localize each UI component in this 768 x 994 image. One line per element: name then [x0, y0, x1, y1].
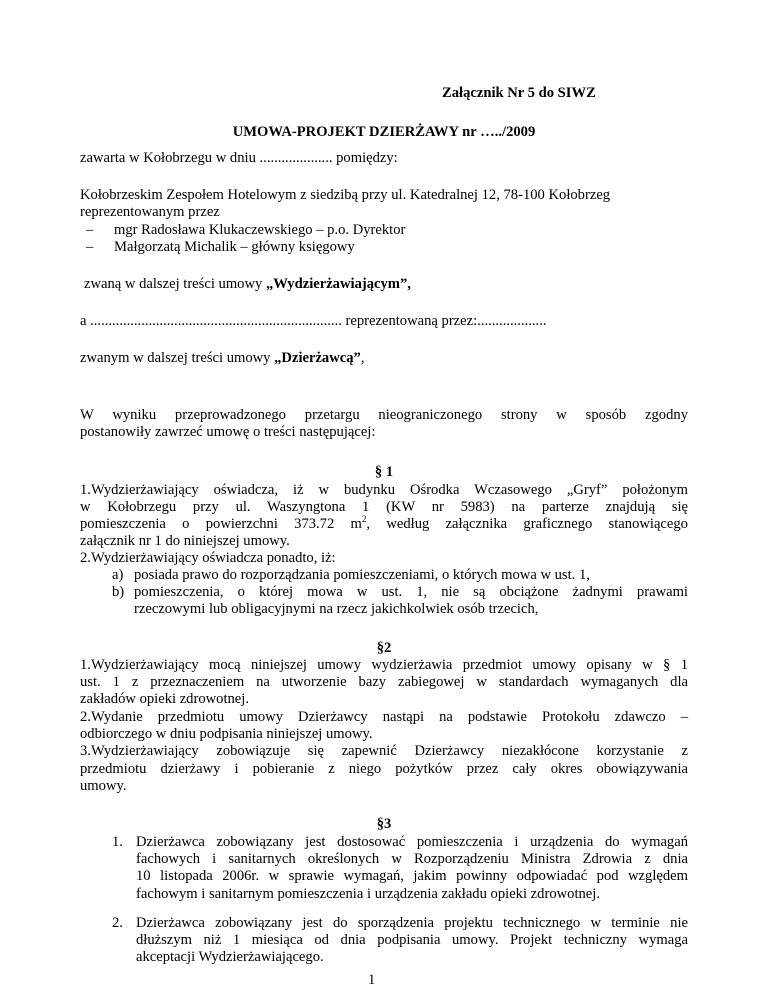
rep2-dash: –	[86, 239, 94, 255]
s2-p1-line3: zakładów opieki zdrowotnej.	[80, 691, 249, 707]
s2-p1-line2: ust. 1 z przeznaczeniem na utworzenie bazy zabiegowej w standardach wymaganych dla	[80, 674, 688, 690]
s1-a-label: a)	[112, 567, 124, 583]
s2-p3-line1: 3.Wydzierżawiający zobowiązuje się zapewnić Dzierżawcy niezakłócone korzystanie z	[80, 743, 688, 759]
s3-item1-line4: fachowym i sanitarnym pomieszczenia i urządzenia zakładu opieki zdrowotnej.	[136, 886, 600, 902]
s1-p1-line3a: pomieszczenia o powierzchni 373.72 m	[80, 516, 362, 532]
s2-p3-line3: umowy.	[80, 778, 127, 794]
s1-p1-line3b: , według załącznika graficznego stanowiącego	[366, 516, 688, 532]
s3-item1-line3: 10 listopada 2006r. w sprawie wymagań, jakim powinny odpowiadać pod względem	[136, 868, 688, 884]
called2-name: „Dzierżawcą”	[274, 350, 361, 366]
s1-b-label: b)	[112, 584, 125, 600]
rep2: Małgorzatą Michalik – główny księgowy	[114, 239, 355, 255]
called2-post: ,	[360, 350, 365, 366]
s1-b-line1: pomieszczenia, o której mowa w ust. 1, nie są obciążone żadnymi prawami	[134, 584, 688, 600]
rep1: mgr Radosława Klukaczewskiego – p.o. Dyrektor	[114, 222, 406, 238]
s1-p1-line3	[80, 516, 688, 534]
s3-item2-line3: akceptacji Wydzierżawiającego.	[136, 949, 324, 965]
called2-line	[80, 350, 365, 368]
attachment-label: Załącznik Nr 5 do SIWZ	[442, 85, 596, 101]
section2-heading: §2	[376, 640, 392, 656]
s1-p2: 2.Wydzierżawiający oświadcza ponadto, iż:	[80, 550, 336, 566]
s2-p2-line2: odbiorczego w dniu podpisania niniejszej umowy.	[80, 726, 373, 742]
section3-heading: §3	[376, 816, 392, 832]
rep1-dash: –	[86, 222, 94, 238]
party2-line: a ..................................................................... reprezentowaną przez:...................	[80, 313, 547, 329]
s2-p3-line2: przedmiotu dzierżawy i pobieranie z niego pożytków przez cały okres obowiązywania	[80, 761, 688, 777]
section1-heading: § 1	[374, 464, 394, 480]
s1-p1-line2: w Kołobrzegu przy ul. Waszyngtona 1 (KW nr 5983) na parterze znajdują się	[80, 499, 688, 515]
s3-item1-number: 1.	[112, 834, 123, 850]
result-line2: postanowiły zawrzeć umowę o treści następującej:	[80, 424, 376, 440]
s1-p1-line1: 1.Wydzierżawiający oświadcza, iż w budynku Ośrodka Wczasowego „Gryf” położonym	[80, 482, 688, 498]
s3-item1-line2: fachowych i sanitarnych określonych w Rozporządzeniu Ministra Zdrowia z dnia	[136, 851, 688, 867]
area-unit-superscript: 2	[361, 514, 367, 525]
called1-line	[84, 276, 411, 294]
called2-pre: zwanym w dalszej treści umowy	[80, 350, 275, 366]
party1-line2: reprezentowanym przez	[80, 204, 220, 220]
s2-p1-line1: 1.Wydzierżawiający mocą niniejszej umowy wydzierżawia przedmiot umowy opisany w § 1	[80, 657, 688, 673]
result-line1: W wyniku przeprowadzonego przetargu nieograniczonego strony w sposób zgodny	[80, 407, 688, 423]
page-number: 1	[368, 972, 376, 988]
s3-item2-line2: dłuższym niż 1 miesiąca od dnia podpisania umowy. Projekt techniczny wymaga	[136, 932, 688, 948]
s3-item1-line1: Dzierżawca zobowiązany jest dostosować pomieszczenia i urządzenia do wymagań	[136, 834, 688, 850]
concluded-line: zawarta w Kołobrzegu w dniu .................... pomiędzy:	[80, 150, 398, 166]
party1-line1: Kołobrzeskim Zespołem Hotelowym z siedzibą przy ul. Katedralnej 12, 78-100 Kołobrzeg	[80, 187, 611, 203]
s2-p2-line1: 2.Wydanie przedmiotu umowy Dzierżawcy nastąpi na podstawie Protokołu zdawczo –	[80, 709, 688, 725]
s3-item2-number: 2.	[112, 915, 123, 931]
called1-name: „Wydzierżawiającym”,	[265, 276, 411, 292]
s1-p1-line4: załącznik nr 1 do niniejszej umowy.	[80, 533, 290, 549]
s3-item2-line1: Dzierżawca zobowiązany jest do sporządzenia projektu technicznego w terminie nie	[136, 915, 688, 931]
s1-b-line2: rzeczowymi lub obligacyjnymi na rzecz jakichkolwiek osób trzecich,	[134, 601, 539, 617]
s1-a-text: posiada prawo do rozporządzania pomieszczeniami, o których mowa w ust. 1,	[134, 567, 590, 583]
called1-pre: zwaną w dalszej treści umowy	[84, 276, 266, 292]
contract-title: UMOWA-PROJEKT DZIERŻAWY nr …../2009	[232, 124, 536, 140]
